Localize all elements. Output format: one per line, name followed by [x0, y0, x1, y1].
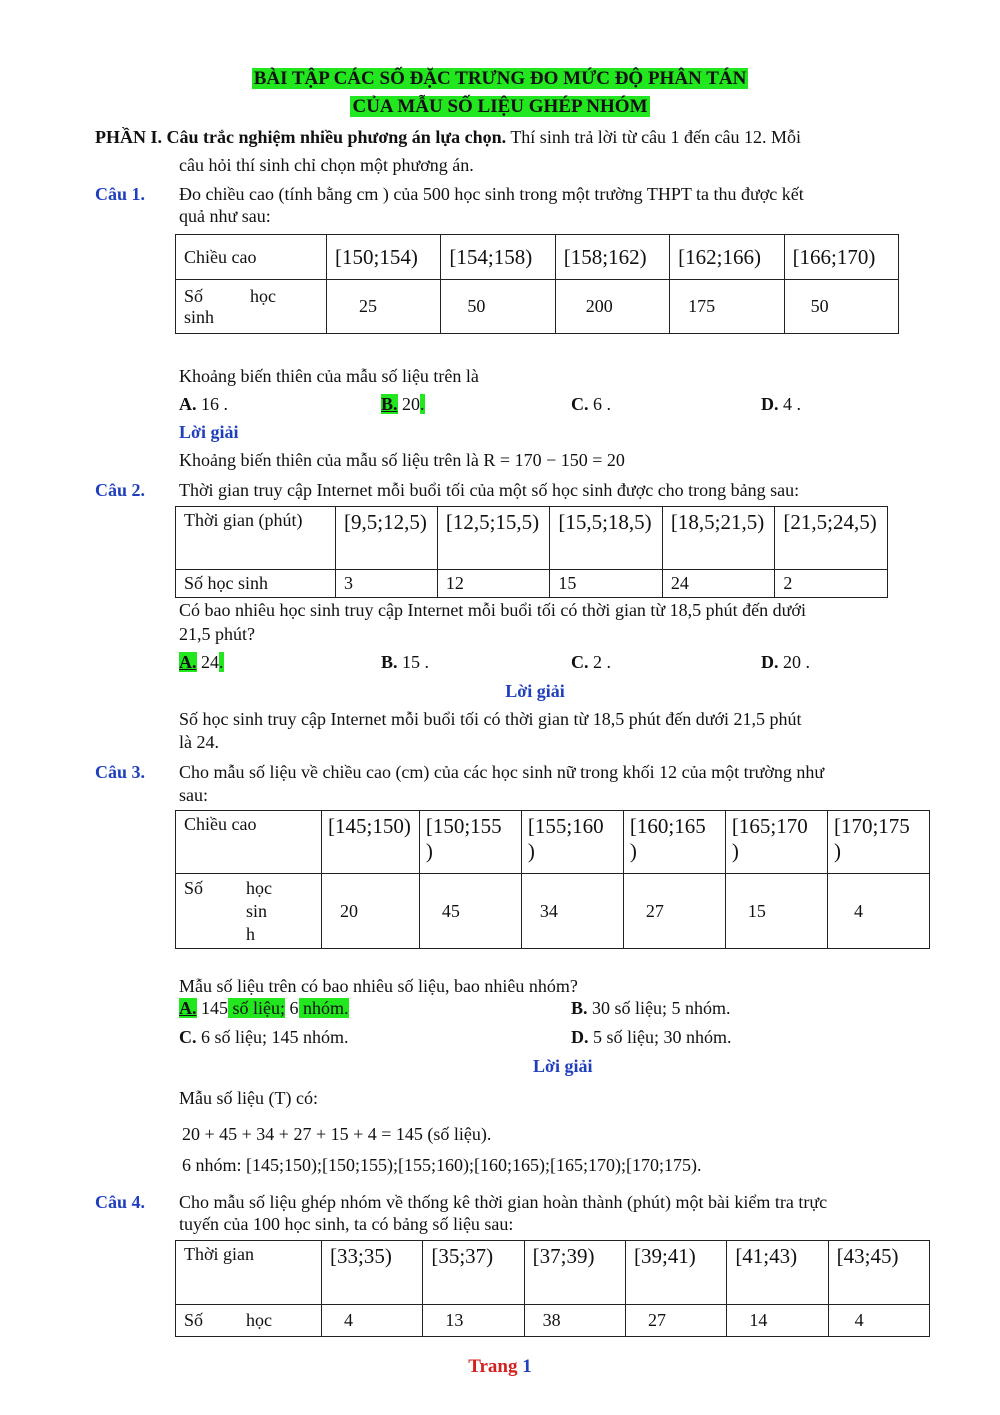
q2-text: Thời gian truy cập Internet mỗi buổi tối của một số học sinh được cho trong bảng sau:	[179, 480, 800, 500]
q1-table-cell: [150;154)	[327, 235, 441, 280]
q1-table-row-intervals	[176, 235, 899, 280]
part1-instructions-cont: câu hỏi thí sinh chỉ chọn một phương án.	[179, 155, 474, 175]
q1-text-line1: Đo chiều cao (tính bằng cm ) của 500 học sinh trong một trường THPT ta thu được kết	[179, 184, 804, 204]
q3-table-row-intervals	[176, 811, 930, 874]
q3-table-header: Chiều cao	[176, 811, 322, 874]
q3-solution-line3: 6 nhóm: [145;150);[150;155);[155;160);[160;165);[165;170);[170;175).	[182, 1155, 702, 1175]
q3-label: Câu 3.	[95, 762, 146, 782]
q3-table-header: Số học sin h	[176, 874, 322, 949]
q3-table	[175, 810, 930, 949]
page-footer	[0, 1356, 1000, 1378]
part1-instructions: Thí sinh trả lời từ câu 1 đến câu 12. Mỗi	[506, 127, 802, 147]
q2-table-cell: [18,5;21,5)	[662, 507, 775, 570]
q4-table-cell: [39;41)	[625, 1241, 726, 1305]
q1-option-d[interactable]: D. 4 .	[761, 394, 801, 414]
q1-label: Câu 1.	[95, 184, 146, 204]
q1-solution-label: Lời giải	[179, 422, 239, 442]
q1-solution-text: Khoảng biến thiên của mẫu số liệu trên là R = 170 − 150 = 20	[179, 450, 625, 470]
q1-text-line2: quả như sau:	[179, 206, 271, 226]
footer-page-word: Trang	[468, 1356, 518, 1377]
footer-page-number: 1	[522, 1356, 532, 1377]
q2-table-cell: [12,5;15,5)	[437, 507, 550, 570]
q4-table-cell: [43;45)	[828, 1241, 929, 1305]
q2-label: Câu 2.	[95, 480, 146, 500]
q3-solution-line2: 20 + 45 + 34 + 27 + 15 + 4 = 145 (số liệu).	[182, 1124, 492, 1144]
q1-table-cell: 25	[327, 280, 441, 334]
q1-table-row-counts	[176, 280, 899, 334]
q4-table-row-counts	[176, 1305, 930, 1337]
q3-table-cell: [165;170 )	[725, 811, 827, 874]
q2-solution-label: Lời giải	[505, 681, 565, 701]
q2-table-row-counts	[176, 570, 888, 598]
q2-question-line1: Có bao nhiêu học sinh truy cập Internet mỗi buổi tối có thời gian từ 18,5 phút đến dưới	[179, 600, 806, 620]
q2-table-cell: 15	[550, 570, 663, 598]
q2-table-header: Số học sinh	[176, 570, 336, 598]
q3-table-cell: [155;160 )	[521, 811, 623, 874]
q2-option-c[interactable]: C. 2 .	[571, 652, 611, 672]
q4-table-cell: 38	[524, 1305, 625, 1337]
q3-table-cell: 27	[623, 874, 725, 949]
part1-heading-line	[95, 127, 801, 148]
q2-table	[175, 506, 888, 598]
q3-table-cell: 20	[322, 874, 420, 949]
q4-table-cell: 27	[625, 1305, 726, 1337]
q4-table-cell: 4	[828, 1305, 929, 1337]
q1-table-header: Số học sinh	[176, 280, 327, 334]
q2-table-cell: 3	[336, 570, 438, 598]
q3-table-row-counts	[176, 874, 930, 949]
q4-table-cell: [33;35)	[322, 1241, 423, 1305]
q2-solution-line1: Số học sinh truy cập Internet mỗi buổi tối có thời gian từ 18,5 phút đến dưới 21,5 phút	[179, 709, 802, 729]
q2-table-cell: [21,5;24,5)	[775, 507, 888, 570]
q1-question: Khoảng biến thiên của mẫu số liệu trên là	[179, 366, 479, 386]
q3-table-cell: [150;155 )	[419, 811, 521, 874]
q2-option-d[interactable]: D. 20 .	[761, 652, 810, 672]
q3-option-b[interactable]: B. 30 số liệu; 5 nhóm.	[571, 998, 731, 1018]
q3-option-d[interactable]: D. 5 số liệu; 30 nhóm.	[571, 1027, 732, 1047]
q3-question: Mẫu số liệu trên có bao nhiêu số liệu, bao nhiêu nhóm?	[179, 976, 578, 996]
q1-table	[175, 234, 899, 334]
q2-table-cell: 24	[662, 570, 775, 598]
q2-table-header: Thời gian (phút)	[176, 507, 336, 570]
q2-option-a[interactable]: A. 24.	[179, 652, 224, 672]
q3-table-cell: 45	[419, 874, 521, 949]
q1-table-cell: 50	[441, 280, 555, 334]
q4-table-header: Số học	[176, 1305, 322, 1337]
q3-table-cell: [160;165 )	[623, 811, 725, 874]
q4-table-row-intervals	[176, 1241, 930, 1305]
q4-table-cell: [41;43)	[727, 1241, 828, 1305]
q1-option-a[interactable]: A. 16 .	[179, 394, 228, 414]
q4-table-cell: [35;37)	[423, 1241, 524, 1305]
q4-label: Câu 4.	[95, 1192, 146, 1212]
q1-table-cell: 175	[670, 280, 784, 334]
q2-table-cell: 2	[775, 570, 888, 598]
q3-table-cell: [170;175 )	[827, 811, 929, 874]
q4-table-cell: [37;39)	[524, 1241, 625, 1305]
q4-table-header: Thời gian	[176, 1241, 322, 1305]
q1-table-cell: 200	[555, 280, 669, 334]
q3-table-cell: 15	[725, 874, 827, 949]
q1-option-b[interactable]: B. 20.	[381, 394, 425, 414]
q2-solution-line2: là 24.	[179, 732, 219, 752]
q2-table-row-intervals	[176, 507, 888, 570]
q2-table-cell: 12	[437, 570, 550, 598]
q4-table-cell: 4	[322, 1305, 423, 1337]
q2-question-line2: 21,5 phút?	[179, 624, 255, 644]
q4-table-cell: 13	[423, 1305, 524, 1337]
q1-table-cell: [158;162)	[555, 235, 669, 280]
q1-table-cell: [166;170)	[784, 235, 898, 280]
q3-text-line2: sau:	[179, 785, 208, 805]
q3-table-cell: 4	[827, 874, 929, 949]
q4-text-line1: Cho mẫu số liệu ghép nhóm về thống kê thời gian hoàn thành (phút) một bài kiểm tra trực	[179, 1192, 828, 1212]
q1-table-cell: [154;158)	[441, 235, 555, 280]
q3-option-c[interactable]: C. 6 số liệu; 145 nhóm.	[179, 1027, 349, 1047]
q3-option-a[interactable]: A. 145 số liệu; 6 nhóm.	[179, 998, 349, 1018]
q3-table-cell: [145;150)	[322, 811, 420, 874]
q1-table-cell: 50	[784, 280, 898, 334]
q2-table-cell: [9,5;12,5)	[336, 507, 438, 570]
doc-title-line1: BÀI TẬP CÁC SỐ ĐẶC TRƯNG ĐO MỨC ĐỘ PHÂN TÁN	[253, 68, 747, 89]
q3-solution-label: Lời giải	[533, 1056, 593, 1076]
q2-table-cell: [15,5;18,5)	[550, 507, 663, 570]
q4-table	[175, 1240, 930, 1337]
q1-option-c[interactable]: C. 6 .	[571, 394, 611, 414]
q4-table-cell: 14	[727, 1305, 828, 1337]
q3-solution-line1: Mẫu số liệu (T) có:	[179, 1088, 318, 1108]
q1-table-cell: [162;166)	[670, 235, 784, 280]
q3-text-line1: Cho mẫu số liệu về chiều cao (cm) của các học sinh nữ trong khối 12 của một trường như	[179, 762, 825, 782]
doc-title-line2: CỦA MẪU SỐ LIỆU GHÉP NHÓM	[352, 96, 648, 117]
part1-heading: PHẦN I. Câu trắc nghiệm nhiều phương án lựa chọn.	[95, 127, 507, 147]
q4-text-line2: tuyến của 100 học sinh, ta có bảng số liệu sau:	[179, 1214, 514, 1234]
q1-table-header: Chiều cao	[176, 235, 327, 280]
q2-option-b[interactable]: B. 15 .	[381, 652, 430, 672]
q3-table-cell: 34	[521, 874, 623, 949]
